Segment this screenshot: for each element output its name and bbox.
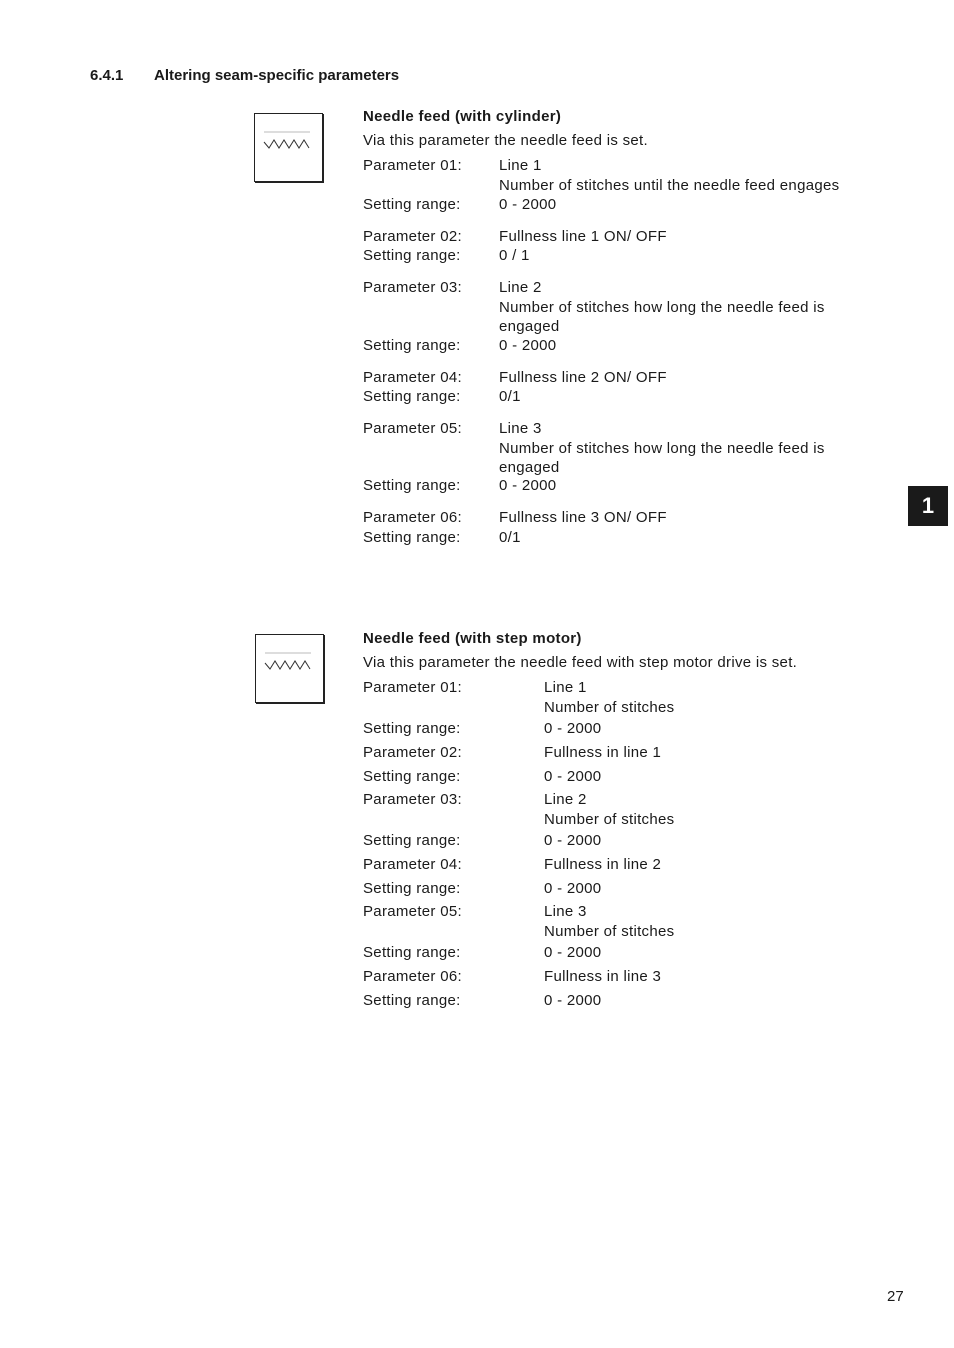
parameter-label: Parameter 03: — [363, 279, 462, 296]
parameter-value — [544, 943, 601, 963]
section-number: 6.4.1 — [90, 67, 124, 84]
parameter-value-line: 0 - 2000 — [544, 880, 602, 897]
block-title: Needle feed (with step motor) — [363, 630, 582, 647]
page-number: 27 — [887, 1288, 904, 1305]
parameter-label: Parameter 04: — [363, 856, 462, 873]
parameter-value-line: 0/1 — [499, 529, 521, 546]
parameter-value — [499, 387, 521, 407]
parameter-value-line: Fullness line 1 ON/ OFF — [499, 228, 667, 245]
parameter-label: Setting range: — [363, 880, 461, 897]
chapter-tab-marker: 1 — [908, 486, 948, 526]
parameter-label: Setting range: — [363, 196, 461, 213]
section-title: Altering seam-specific parameters — [154, 67, 400, 84]
parameter-label: Parameter 05: — [363, 903, 462, 920]
parameter-value-line: 0 - 2000 — [544, 832, 602, 849]
parameter-value-line: Line 1 — [499, 157, 542, 174]
parameter-label: Setting range: — [363, 992, 461, 1009]
parameter-value — [499, 508, 667, 528]
parameter-value — [544, 767, 601, 787]
parameter-value-line: 0 - 2000 — [544, 944, 602, 961]
parameter-value-line: engaged — [499, 318, 560, 335]
parameter-value — [499, 336, 556, 356]
parameter-value — [499, 476, 556, 496]
parameter-label: Parameter 05: — [363, 420, 462, 437]
parameter-value — [544, 743, 661, 763]
parameter-value-line: Number of stitches how long the needle feed is — [499, 439, 825, 457]
parameter-label: Parameter 03: — [363, 791, 462, 808]
parameter-value-line: Line 1 — [544, 679, 587, 696]
block-description: Via this parameter the needle feed is set. — [363, 132, 648, 149]
parameter-value-line: 0 - 2000 — [544, 768, 602, 785]
parameter-value — [544, 855, 661, 875]
parameter-label: Parameter 02: — [363, 228, 462, 245]
parameter-value — [544, 967, 661, 987]
parameter-label: Setting range: — [363, 832, 461, 849]
parameter-value-line: 0/1 — [499, 388, 521, 405]
parameter-label: Setting range: — [363, 529, 461, 546]
needle-feed-step-motor-icon — [255, 634, 324, 703]
parameter-label: Setting range: — [363, 720, 461, 737]
parameter-label: Setting range: — [363, 337, 461, 354]
parameter-value-line: Number of stitches until the needle feed engages — [499, 176, 840, 194]
needle-feed-icon — [254, 113, 323, 182]
parameter-label: Parameter 06: — [363, 509, 462, 526]
parameter-value-line: Fullness line 3 ON/ OFF — [499, 509, 667, 526]
parameter-value-line: 0 - 2000 — [499, 196, 557, 213]
block-title: Needle feed (with cylinder) — [363, 108, 562, 125]
parameter-value-line: Line 2 — [544, 791, 587, 808]
parameter-label: Setting range: — [363, 388, 461, 405]
parameter-value — [544, 790, 674, 829]
parameter-value-line: Line 3 — [499, 420, 542, 437]
parameter-value — [499, 227, 667, 247]
parameter-value — [544, 678, 674, 717]
parameter-value-line: Fullness in line 2 — [544, 856, 662, 873]
parameter-value-line: Number of stitches how long the needle feed is — [499, 298, 825, 316]
parameter-value-line: Fullness in line 1 — [544, 744, 662, 761]
parameter-label: Parameter 01: — [363, 679, 462, 696]
parameter-value — [499, 156, 839, 195]
parameter-value — [544, 902, 674, 941]
parameter-value-line: 0 - 2000 — [544, 992, 602, 1009]
block-description: Via this parameter the needle feed with step motor drive is set. — [363, 654, 798, 671]
parameter-value-line: Fullness line 2 ON/ OFF — [499, 369, 667, 386]
parameter-value-line: engaged — [499, 459, 560, 476]
parameter-value — [499, 368, 667, 388]
parameter-label: Setting range: — [363, 768, 461, 785]
parameter-label: Setting range: — [363, 477, 461, 494]
parameter-value — [544, 831, 601, 851]
parameter-label: Setting range: — [363, 247, 461, 264]
parameter-value — [544, 879, 601, 899]
parameter-label: Parameter 04: — [363, 369, 462, 386]
parameter-value — [499, 278, 825, 337]
parameter-value — [544, 719, 601, 739]
parameter-value — [499, 246, 530, 266]
parameter-value-line: 0 - 2000 — [499, 337, 557, 354]
parameter-value-line: 0 - 2000 — [499, 477, 557, 494]
parameter-value-line: Number of stitches — [544, 698, 675, 716]
parameter-value — [499, 419, 825, 478]
parameter-value — [499, 528, 521, 548]
parameter-label: Parameter 06: — [363, 968, 462, 985]
parameter-value-line: 0 / 1 — [499, 247, 530, 264]
parameter-label: Parameter 02: — [363, 744, 462, 761]
parameter-value-line: Line 3 — [544, 903, 587, 920]
parameter-value-line: Line 2 — [499, 279, 542, 296]
parameter-value-line: Fullness in line 3 — [544, 968, 662, 985]
parameter-value-line: Number of stitches — [544, 810, 675, 828]
parameter-label: Parameter 01: — [363, 157, 462, 174]
parameter-label: Setting range: — [363, 944, 461, 961]
parameter-value-line: 0 - 2000 — [544, 720, 602, 737]
parameter-value — [544, 991, 601, 1011]
parameter-value — [499, 195, 556, 215]
parameter-value-line: Number of stitches — [544, 922, 675, 940]
